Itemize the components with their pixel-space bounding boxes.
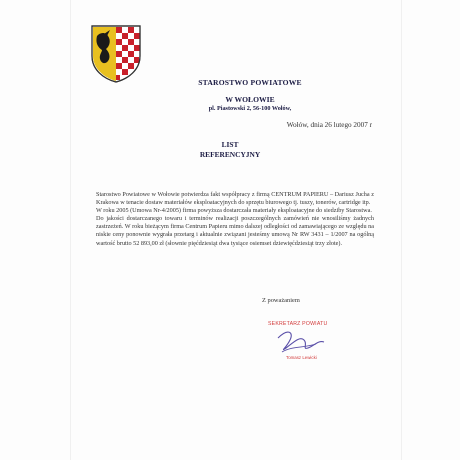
stamp-name: Tomasz Lewicki: [286, 355, 317, 360]
office-address: pl. Piastowski 2, 56-100 Wołów,: [208, 105, 292, 112]
signature-icon: [238, 318, 356, 374]
document-title-line1: LIST: [221, 140, 239, 149]
body-paragraph-3: Do jakości dostarczanego towaru i terminów realizacji poszczególnych zamówień nie wnosiliśmy żadnych zastrzeżeń. W roku bieżącym firma Centrum Papieru mimo dalszej odległości od zamawiającego ze względu na niskie ceny ponownie wygrała przetarg i aktualnie związani jesteśmy umową Nr RW 3431 – 1/2007 na ogólną wartość brutto 52 893,00 zł (słownie pięćdziesiąt dwa tysiące osiemset dziewięćdziesiąt trzy złote).: [96, 215, 374, 247]
office-location: W WOŁOWIE: [225, 95, 275, 104]
body-paragraph-2: W roku 2005 (Umowa Nr-4/2005) firma powyższa dostarczała materiały eksploatacyjne do siedziby Starostwa.: [96, 207, 372, 215]
stamp-title: SEKRETARZ POWIATU: [268, 321, 328, 327]
body-paragraph-1: Starostwo Powiatowe w Wołowie potwierdza fakt współpracy z firmą CENTRUM PAPIERU – Dariusz Jucha z Krakowa w tenacie dostaw materiałów eksploatacyjnych do sprzętu biurowego tj. tuszy, tonerów, cartridge itp.: [96, 191, 374, 207]
official-stamp: [238, 318, 356, 374]
closing-salutation: Z poważaniem: [262, 297, 300, 304]
office-name: STAROSTWO POWIATOWE: [198, 78, 302, 87]
letter-body: [96, 191, 374, 248]
document-date: Wołów, dnia 26 lutego 2007 r: [286, 121, 372, 129]
coat-of-arms-icon: [90, 24, 142, 84]
document-title-line2: REFERENCYJNY: [199, 150, 261, 159]
